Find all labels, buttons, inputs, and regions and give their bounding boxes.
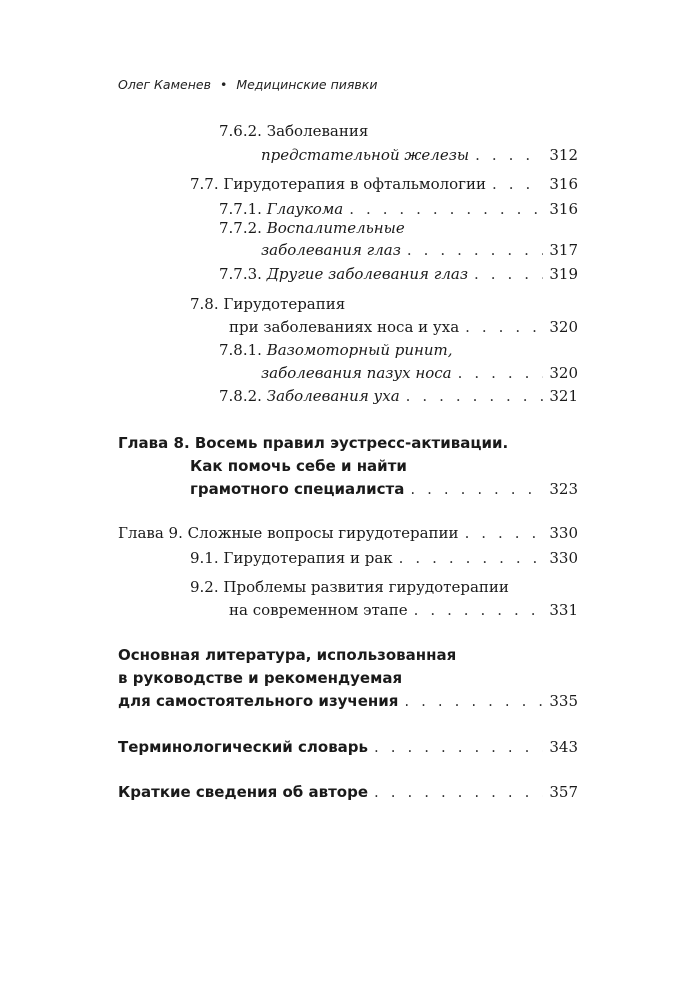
- toc-page-number: 316: [549, 175, 578, 193]
- toc-literature-line3[interactable]: [118, 689, 578, 713]
- toc-page-number: 323: [549, 480, 578, 498]
- toc-title: грамотного специалиста: [190, 480, 405, 498]
- leader-dots: [465, 521, 544, 545]
- toc-title: Вазомоторный ринит,: [266, 341, 453, 359]
- toc-entry-7-7-3[interactable]: [219, 262, 578, 286]
- toc-page-number: 335: [549, 692, 578, 710]
- toc-entry-7-8-2[interactable]: [219, 384, 578, 408]
- toc-page-number: 312: [549, 146, 578, 164]
- toc-entry-7-8-line2[interactable]: [229, 315, 578, 339]
- toc-title: Как помочь себе и найти: [190, 457, 407, 475]
- toc-number: 7.8.2.: [219, 387, 262, 405]
- toc-title: Основная литература, использованная: [118, 646, 457, 664]
- toc-about-author[interactable]: [118, 780, 578, 804]
- toc-page-number: 330: [549, 524, 578, 542]
- toc-entry-7-7-2-line1[interactable]: [219, 216, 405, 240]
- toc-entry-7-8-line1[interactable]: [190, 292, 345, 316]
- toc-entry-9-2-line1[interactable]: [190, 575, 509, 599]
- toc-number: 7.8.1.: [219, 341, 262, 359]
- toc-entry-7-6-2-line2[interactable]: [261, 143, 578, 167]
- toc-title: Гирудотерапия: [223, 295, 346, 313]
- toc-number: 7.8.: [190, 295, 219, 313]
- toc-literature-line2[interactable]: [118, 666, 402, 690]
- leader-dots: [475, 143, 543, 167]
- toc-number: 7.7.1.: [219, 200, 262, 218]
- leader-dots: [465, 315, 543, 339]
- leader-dots: [374, 735, 543, 759]
- toc-page-number: 321: [549, 387, 578, 405]
- toc-glossary[interactable]: [118, 735, 578, 759]
- toc-title: Другие заболевания глаз: [266, 265, 469, 283]
- toc-page-number: 320: [549, 364, 578, 382]
- toc-title: для самостоятельного изучения: [118, 692, 399, 710]
- toc-chapter-9[interactable]: [118, 521, 578, 545]
- toc-page-number: 319: [549, 265, 578, 283]
- leader-dots: [492, 172, 543, 196]
- toc-entry-9-2-line2[interactable]: [229, 598, 578, 622]
- header-author: Олег Каменев: [118, 77, 211, 92]
- toc-title: Гирудотерапия и рак: [223, 549, 393, 567]
- leader-dots: [474, 262, 543, 286]
- toc-title: Воспалительные: [266, 219, 405, 237]
- leader-dots: [414, 598, 544, 622]
- toc-title: Краткие сведения об авторе: [118, 783, 368, 801]
- toc-title: Глаукома: [266, 200, 344, 218]
- toc-entry-7-8-1-line1[interactable]: [219, 338, 453, 362]
- toc-title: Терминологический словарь: [118, 738, 369, 756]
- toc-page-number: 357: [549, 783, 578, 801]
- toc-entry-7-8-1-line2[interactable]: [261, 361, 578, 385]
- toc-title: при заболеваниях носа и уха: [229, 318, 460, 336]
- toc-number: 7.7.2.: [219, 219, 262, 237]
- toc-literature-line1[interactable]: [118, 643, 456, 667]
- toc-title: Гирудотерапия в офтальмологии: [223, 175, 487, 193]
- toc-title: предстательной железы: [261, 146, 470, 164]
- toc-entry-9-1[interactable]: [190, 546, 578, 570]
- toc-title: в руководстве и рекомендуемая: [118, 669, 403, 687]
- header-title: Медицинские пиявки: [236, 77, 378, 92]
- toc-entry-7-6-2-line1[interactable]: [219, 119, 368, 143]
- toc-number: 7.7.: [190, 175, 219, 193]
- toc-title: заболевания пазух носа: [261, 364, 452, 382]
- toc-title: на современном этапе: [229, 601, 408, 619]
- toc-title: Заболевания уха: [266, 387, 400, 405]
- leader-dots: [399, 546, 544, 570]
- toc-page-number: 343: [549, 738, 578, 756]
- leader-dots: [404, 689, 543, 713]
- toc-entry-7-7-2-line2[interactable]: [261, 238, 578, 262]
- toc-title: Заболевания: [266, 122, 369, 140]
- toc-chapter-8-line1[interactable]: [118, 431, 508, 455]
- leader-dots: [406, 384, 544, 408]
- toc-chapter-8-line3[interactable]: [190, 477, 578, 501]
- toc-page-number: 317: [549, 241, 578, 259]
- chapter-label: Глава 8.: [118, 434, 190, 452]
- toc-title: заболевания глаз: [261, 241, 401, 259]
- toc-number: 7.6.2.: [219, 122, 262, 140]
- running-header: [118, 77, 377, 92]
- toc-page-number: 316: [549, 200, 578, 218]
- toc-number: 9.1.: [190, 549, 219, 567]
- toc-number: 9.2.: [190, 578, 219, 596]
- leader-dots: [407, 238, 543, 262]
- toc-title: Сложные вопросы гирудотерапии: [187, 524, 459, 542]
- toc-page-number: 330: [549, 549, 578, 567]
- toc-title: Проблемы развития гирудотерапии: [223, 578, 509, 596]
- chapter-label: Глава 9.: [118, 524, 183, 542]
- toc-entry-7-7[interactable]: [190, 172, 578, 196]
- header-separator: •: [219, 77, 228, 92]
- toc-page-number: 331: [549, 601, 578, 619]
- leader-dots: [410, 477, 543, 501]
- leader-dots: [374, 780, 543, 804]
- leader-dots: [458, 361, 544, 385]
- toc-page-number: 320: [549, 318, 578, 336]
- toc-title: Восемь правил эустресс-активации.: [194, 434, 509, 452]
- toc-chapter-8-line2[interactable]: [190, 454, 407, 478]
- toc-number: 7.7.3.: [219, 265, 262, 283]
